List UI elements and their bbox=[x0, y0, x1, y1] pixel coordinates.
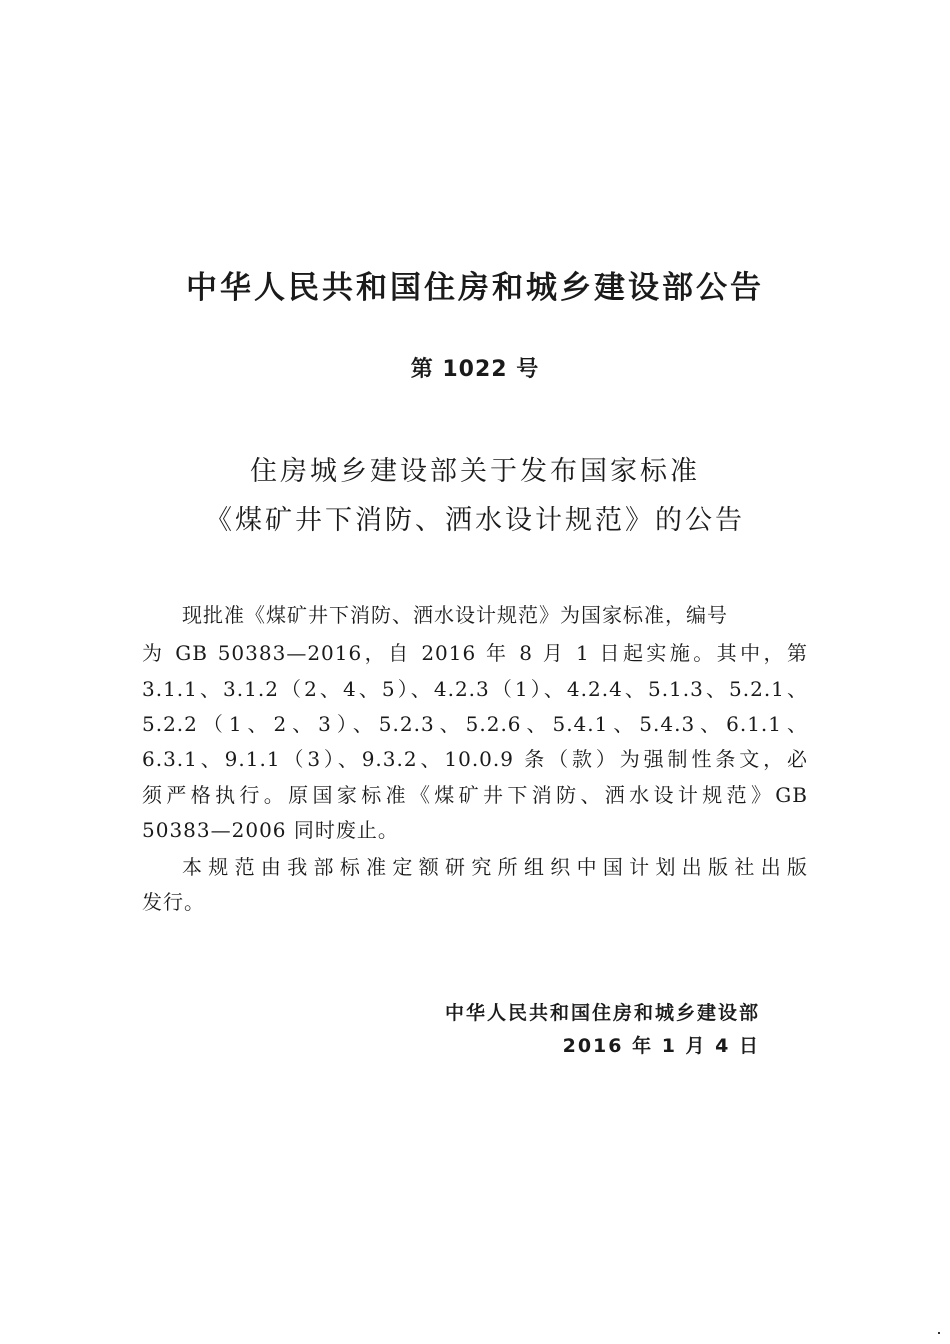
paragraph-2-line-2: 发行。 bbox=[142, 890, 205, 914]
paragraph-1-line-2: 为 GB 50383—2016，自 2016 年 8 月 1 日起实施。其中，第 bbox=[142, 641, 808, 665]
paragraph-1-line-4: 5.2.2（1、2、3）、5.2.3、5.2.6、5.4.1、5.4.3、6.1.1、 bbox=[142, 712, 808, 736]
announcement-subtitle-line-1: 住房城乡建设部关于发布国家标准 bbox=[250, 456, 700, 487]
paragraph-1-line-6: 须严格执行。原国家标准《煤矿井下消防、洒水设计规范》GB bbox=[142, 783, 808, 807]
paragraph-1-line-5: 6.3.1、9.1.1（3）、9.3.2、10.0.9 条（款）为强制性条文，必 bbox=[142, 747, 808, 771]
document-headline: 中华人民共和国住房和城乡建设部公告 bbox=[186, 270, 764, 306]
paragraph-2-line-1: 本规范由我部标准定额研究所组织中国计划出版社出版 bbox=[182, 855, 808, 879]
signature-date: 2016 年 1 月 4 日 bbox=[562, 1035, 760, 1057]
announcement-number: 第 1022 号 bbox=[410, 357, 540, 382]
announcement-subtitle-line-2: 《煤矿井下消防、洒水设计规范》的公告 bbox=[205, 505, 745, 536]
signature-organization: 中华人民共和国住房和城乡建设部 bbox=[444, 1002, 760, 1024]
paragraph-1-line-7: 50383—2006 同时废止。 bbox=[142, 818, 399, 842]
paragraph-1-line-3: 3.1.1、3.1.2（2、4、5）、4.2.3（1）、4.2.4、5.1.3、5.2.1、 bbox=[142, 677, 808, 701]
paragraph-1-line-1: 现批准《煤矿井下消防、洒水设计规范》为国家标准，编号 bbox=[182, 603, 728, 627]
scan-dot bbox=[938, 1332, 940, 1334]
